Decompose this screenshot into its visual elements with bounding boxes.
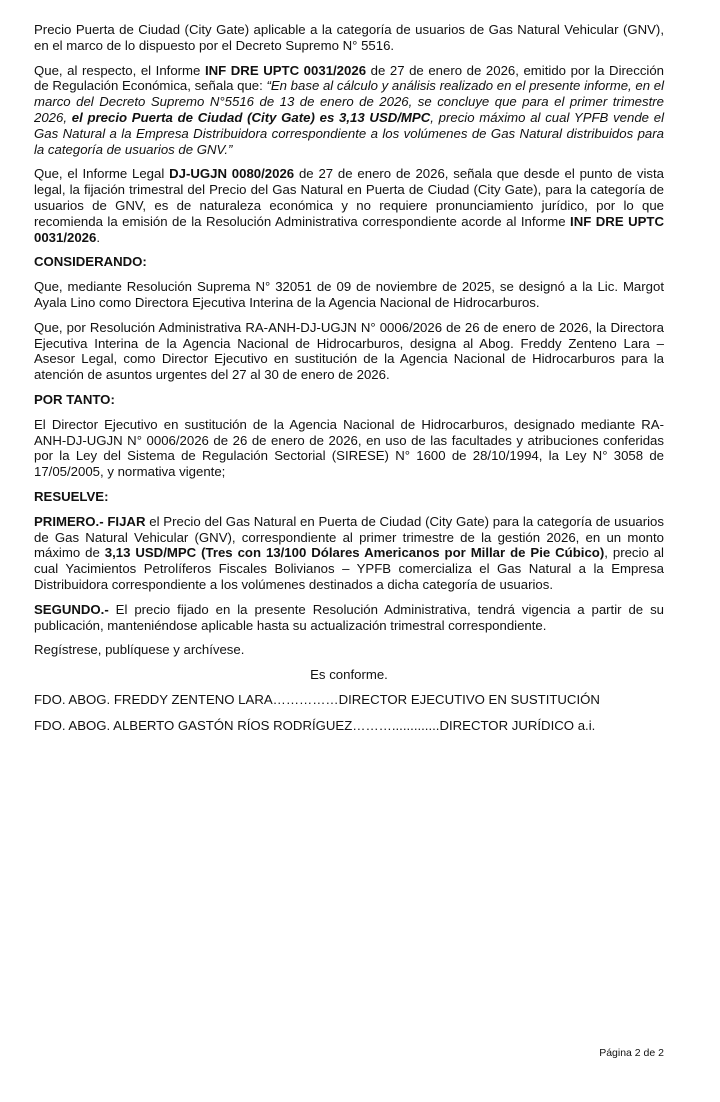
paragraph-resolucion-suprema <box>34 279 664 311</box>
price-amount: 3,13 USD/MPC (Tres con 13/100 Dólares Americanos por Millar de Pie Cúbico) <box>104 545 605 561</box>
paragraph-primero <box>34 514 664 593</box>
paragraph-segundo <box>34 602 664 634</box>
paragraph-informe-inf-dre <box>34 63 664 158</box>
heading-considerando: CONSIDERANDO: <box>34 254 147 270</box>
heading-por-tanto: POR TANTO: <box>34 391 115 407</box>
text: Que, por Resolución Administrativa RA-ANH-DJ-UGJN N° 0006/2026 de 26 de enero de 2026, la Directora Ejecutiva Interina de la Agencia Nacional de Hidrocarburos, designa al Abog. Freddy Zenteno Lara – Asesor Legal, como Director Ejecutivo en sustitución de la Agencia Nacional de Hidrocarburos para la atención de asuntos urgentes del 27 al 30 de enero de 2026. <box>34 319 664 383</box>
paragraph-city-gate-intro <box>34 22 664 54</box>
article-label: SEGUNDO.- <box>34 601 109 617</box>
quoted-text: “En base al cálculo y análisis realizado en el presente informe, en el marco del Decreto Supremo N°5516 de 13 de enero de 2026, se concluye que para el primer trimestre 2026, <box>34 78 664 125</box>
text: El Director Ejecutivo en sustitución de la Agencia Nacional de Hidrocarburos, designado mediante RA-ANH-DJ-UGJN N° 0006/2026 de 26 de enero de 2026, en uso de las facultades y atribuciones conferidas por la Ley del Sistema de Regulación Sectorial (SIRESE) N° 1600 de 28/10/1994, la Ley N° 3058 de 17/05/2005, y normativa vigente; <box>34 416 664 480</box>
paragraph-registrese: Regístrese, publíquese y archívese. <box>34 642 245 658</box>
quoted-text: , precio máximo al cual YPFB vende el Gas Natural a la Empresa Distribuidora correspondiente a los volúmenes de Gas Natural distribuidos para la categoría de usuarios de GNV.” <box>34 109 665 157</box>
text: Precio Puerta de Ciudad (City Gate) aplicable a la categoría de usuarios de Gas Natural Vehicular (GNV), en el marco de lo dispuesto por el Decreto Supremo N° 5516. <box>34 22 664 53</box>
report-reference: INF DRE UPTC 0031/2026 <box>204 62 367 78</box>
report-reference: INF DRE UPTC 0031/2026 <box>34 213 664 245</box>
text: Que, mediante Resolución Suprema N° 32051 de 09 de noviembre de 2025, se designó a la Lic. Margot Ayala Lino como Directora Ejecutiva Interina de la Agencia Nacional de Hidrocarburos. <box>34 279 664 310</box>
text: Que, al respecto, el Informe <box>34 62 205 78</box>
text: El precio fijado en la presente Resolución Administrativa, tendrá vigencia a partir de su publicación, manteniéndose aplicable hasta su actualización trimestral correspondiente. <box>34 601 664 633</box>
paragraph-director-ejecutivo <box>34 417 664 480</box>
text: , precio al cual Yacimientos Petrolíferos Fiscales Bolivianos – YPFB comercializa el Gas Natural a la Empresa Distribuidora correspondiente a los volúmenes destinados a dicha categoría de usuarios. <box>34 545 664 592</box>
paragraph-es-conforme: Es conforme. <box>310 667 388 683</box>
document-body <box>34 22 664 743</box>
page-number: Página 2 de 2 <box>599 1047 664 1059</box>
article-label: PRIMERO.- FIJAR <box>34 513 146 529</box>
text: Que, el Informe Legal <box>34 166 170 182</box>
quoted-price-statement: el precio Puerta de Ciudad (City Gate) es 3,13 USD/MPC <box>71 109 431 125</box>
signature-line-director-ejecutivo: FDO. ABOG. FREDDY ZENTENO LARA……………DIRECTOR EJECUTIVO EN SUSTITUCIÓN <box>34 691 600 707</box>
legal-report-reference: DJ-UGJN 0080/2026 <box>169 166 295 182</box>
paragraph-resolucion-administrativa <box>34 320 664 383</box>
signature-line-director-juridico: FDO. ABOG. ALBERTO GASTÓN RÍOS RODRÍGUEZ……….............DIRECTOR JURÍDICO a.i. <box>34 717 596 733</box>
text: . <box>96 229 101 245</box>
text: el Precio del Gas Natural en Puerta de Ciudad (City Gate) para la categoría de usuarios de Gas Natural Vehicular (GNV), correspondiente al primer trimestre de la gestión 2026, en un monto máximo de <box>34 513 664 561</box>
paragraph-informe-legal <box>34 166 664 245</box>
heading-resuelve: RESUELVE: <box>34 488 109 504</box>
text: de 27 de enero de 2026, emitido por la Dirección de Regulación Económica, señala que: <box>34 62 665 94</box>
text: de 27 de enero de 2026, señala que desde el punto de vista legal, la fijación trimestral del Precio del Gas Natural en Puerta de Ciudad (City Gate), para la categoría de usuarios de GNV, es de naturaleza económica y no requiere pronunciamiento jurídico, por lo que recomienda la emisión de la Resolución Administrativa correspondiente acorde al Informe <box>34 166 664 229</box>
